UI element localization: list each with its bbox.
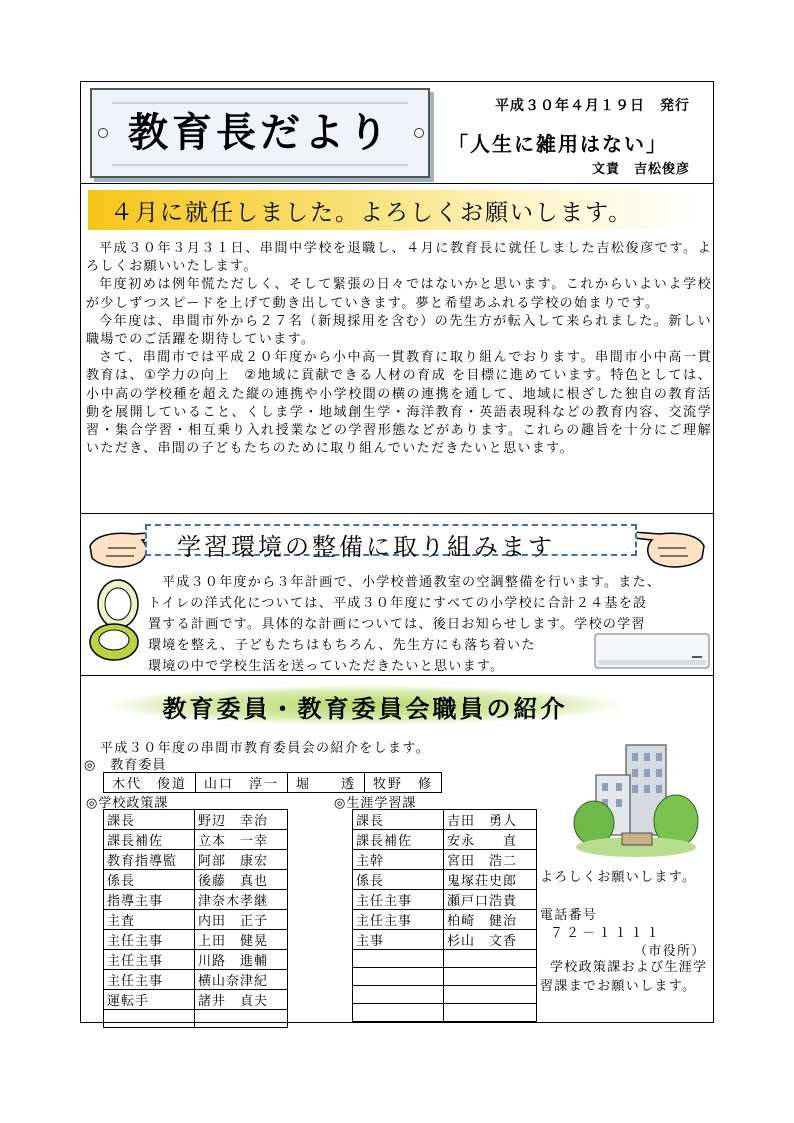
name-cell: 柏崎 健治 bbox=[444, 910, 537, 930]
divider bbox=[80, 513, 714, 514]
name-cell: 立本 一幸 bbox=[195, 830, 288, 850]
name-cell: 鬼塚荘史郎 bbox=[444, 870, 537, 890]
toilet-icon bbox=[84, 578, 146, 668]
lifelong-table bbox=[352, 809, 537, 1022]
section3-intro: 平成３０年度の串間市教育委員会の紹介をします。 bbox=[100, 741, 431, 756]
lifelong-label: ◎生涯学習課 bbox=[334, 796, 417, 811]
member-name: 牧野 修 bbox=[365, 773, 442, 793]
role-cell: 課長 bbox=[353, 810, 444, 830]
role-cell: 指導主事 bbox=[104, 890, 195, 910]
motto: 「人生に雑用はない」 bbox=[448, 132, 668, 156]
table-row bbox=[353, 830, 537, 850]
paragraph: さて、串間市では平成２０年度から小中高一貫教育に取り組んでおります。串間市小中高一貫教育は、①学力の向上 ②地域に貢献できる人材の育成 を目標に進めています。特色としては、小中高の学校種を超えた縦の連携や小学校間の横の連携を通して、地域に根ざした独自の教育活動を展開していること、くしま学・地域創生学・海洋教育・英語表現科などの教育内容、交流学習・集合学習・相互乗り入れ授業などの学習形態などがあります。これらの趣旨を十分にご理解いただき、串間の子どもたちのために取り組んでいただきたいと思います。 bbox=[86, 350, 712, 457]
role-cell bbox=[353, 968, 444, 986]
text-line: 置する計画です。具体的な計画については、後日お知らせします。学校の学習 bbox=[148, 617, 646, 632]
role-cell: 主事 bbox=[353, 930, 444, 950]
text-line: 環境の中で学校生活を送っていただきたいと思います。 bbox=[148, 659, 505, 674]
role-cell bbox=[353, 986, 444, 1004]
table-row bbox=[353, 950, 537, 968]
phone-number: ７２－１１１１ bbox=[550, 926, 663, 941]
section3-heading: 教育委員・教育委員会職員の紹介 bbox=[162, 695, 568, 723]
section2-banner bbox=[145, 524, 637, 561]
role-cell: 主任主事 bbox=[104, 970, 195, 990]
table-row bbox=[353, 810, 537, 830]
name-cell: 杉山 文香 bbox=[444, 930, 537, 950]
closing-text: よろしくお願いします。 bbox=[540, 870, 697, 885]
table-row bbox=[353, 986, 537, 1004]
role-cell: 運転手 bbox=[104, 990, 195, 1010]
text-line: 環境を整え、子どもたちはもちろん、先生方にも落ち着いた bbox=[148, 638, 536, 653]
section1-heading: ４月に就任しました。よろしくお願いします。 bbox=[110, 200, 634, 226]
role-cell: 主任主事 bbox=[104, 930, 195, 950]
member-name: 木代 俊道 bbox=[104, 773, 196, 793]
table-row bbox=[104, 830, 288, 850]
paragraph: 年度初めは例年慌ただしく、そして緊張の日々ではないかと思います。これからいよいよ学校が少しずつスピードを上げて動き出していきます。夢と希望あふれる学校の始まりです。 bbox=[86, 277, 712, 311]
role-cell bbox=[353, 950, 444, 968]
table-row bbox=[353, 890, 537, 910]
name-cell: 安永 直 bbox=[444, 830, 537, 850]
office-building-icon bbox=[572, 735, 702, 860]
table-row bbox=[353, 910, 537, 930]
table-row bbox=[353, 870, 537, 890]
name-cell: 津奈木孝継 bbox=[195, 890, 288, 910]
member-name: 堀 透 bbox=[288, 773, 365, 793]
name-cell: 川路 進輔 bbox=[195, 950, 288, 970]
table-row bbox=[104, 890, 288, 910]
role-cell: 主任主事 bbox=[353, 890, 444, 910]
text-line: トイレの洋式化については、平成３０年度にすべての小学校に合計２４基を設 bbox=[148, 596, 648, 611]
phone-label: 電話番号 bbox=[540, 908, 598, 923]
phone-place: （市役所） bbox=[634, 944, 706, 959]
table-row bbox=[353, 850, 537, 870]
table-row bbox=[104, 970, 288, 990]
role-cell bbox=[104, 1010, 195, 1028]
paragraph: 今年度は、串間市外から２７名（新規採用を含む）の先生方が転入して来られました。新しい職場でのご活躍を期待しています。 bbox=[86, 313, 712, 348]
table-row bbox=[104, 990, 288, 1010]
role-cell: 主査 bbox=[104, 910, 195, 930]
members-label: ◎ 教育委員 bbox=[84, 758, 167, 773]
role-cell: 主任主事 bbox=[104, 950, 195, 970]
table-row bbox=[104, 950, 288, 970]
name-cell bbox=[195, 1010, 288, 1028]
table-row bbox=[104, 810, 288, 830]
school-policy-table bbox=[103, 809, 288, 1028]
name-cell: 阿部 康宏 bbox=[195, 850, 288, 870]
name-cell: 宮田 浩二 bbox=[444, 850, 537, 870]
name-cell: 内田 正子 bbox=[195, 910, 288, 930]
name-cell: 瀬戸口浩貴 bbox=[444, 890, 537, 910]
name-cell: 上田 健晃 bbox=[195, 930, 288, 950]
name-cell: 吉田 勇人 bbox=[444, 810, 537, 830]
school-policy-label: ◎学校政策課 bbox=[86, 796, 169, 811]
role-cell: 主幹 bbox=[353, 850, 444, 870]
table-row bbox=[353, 930, 537, 950]
pointing-hand-right-icon bbox=[628, 516, 708, 572]
divider bbox=[80, 183, 714, 184]
table-row bbox=[104, 850, 288, 870]
table-row bbox=[104, 910, 288, 930]
title-plate bbox=[90, 88, 430, 178]
name-cell: 後藤 真也 bbox=[195, 870, 288, 890]
name-cell: 諸井 貞夫 bbox=[195, 990, 288, 1010]
name-cell bbox=[444, 950, 537, 968]
member-name: 山口 淳一 bbox=[196, 773, 288, 793]
paragraph: 平成３０年３月３１日、串間中学校を退職し、４月に教育長に就任しました吉松俊彦です。よろしくお願いいたします。 bbox=[86, 241, 712, 275]
contact-text: 学校政策課および生涯学習課までお願いします。 bbox=[540, 960, 708, 994]
table-row bbox=[104, 870, 288, 890]
section2-heading: 学習環境の整備に取り組みます bbox=[177, 533, 555, 561]
role-cell bbox=[353, 1004, 444, 1022]
members-table bbox=[103, 772, 442, 793]
role-cell: 係長 bbox=[353, 870, 444, 890]
role-cell: 課長補佐 bbox=[104, 830, 195, 850]
name-cell: 野辺 幸治 bbox=[195, 810, 288, 830]
section1-banner bbox=[88, 190, 696, 230]
air-conditioner-icon bbox=[594, 632, 712, 672]
name-cell: 横山奈津紀 bbox=[195, 970, 288, 990]
role-cell: 主任主事 bbox=[353, 910, 444, 930]
author: 文責 吉松俊彦 bbox=[591, 162, 690, 177]
role-cell: 教育指導監 bbox=[104, 850, 195, 870]
role-cell: 係長 bbox=[104, 870, 195, 890]
table-row bbox=[104, 1010, 288, 1028]
table-row bbox=[104, 930, 288, 950]
role-cell: 課長補佐 bbox=[353, 830, 444, 850]
section1-body bbox=[86, 240, 712, 458]
text-line: 平成３０年度から３年計画で、小学校普通教室の空調整備を行います。また、 bbox=[162, 575, 662, 590]
name-cell bbox=[444, 986, 537, 1004]
section3-banner bbox=[100, 683, 630, 727]
table-row bbox=[353, 968, 537, 986]
issue-date: 平成３０年４月１９日 発行 bbox=[495, 98, 690, 114]
table-row bbox=[353, 1004, 537, 1022]
newsletter-title: 教育長だより bbox=[128, 110, 392, 156]
role-cell: 課長 bbox=[104, 810, 195, 830]
name-cell bbox=[444, 968, 537, 986]
name-cell bbox=[444, 1004, 537, 1022]
